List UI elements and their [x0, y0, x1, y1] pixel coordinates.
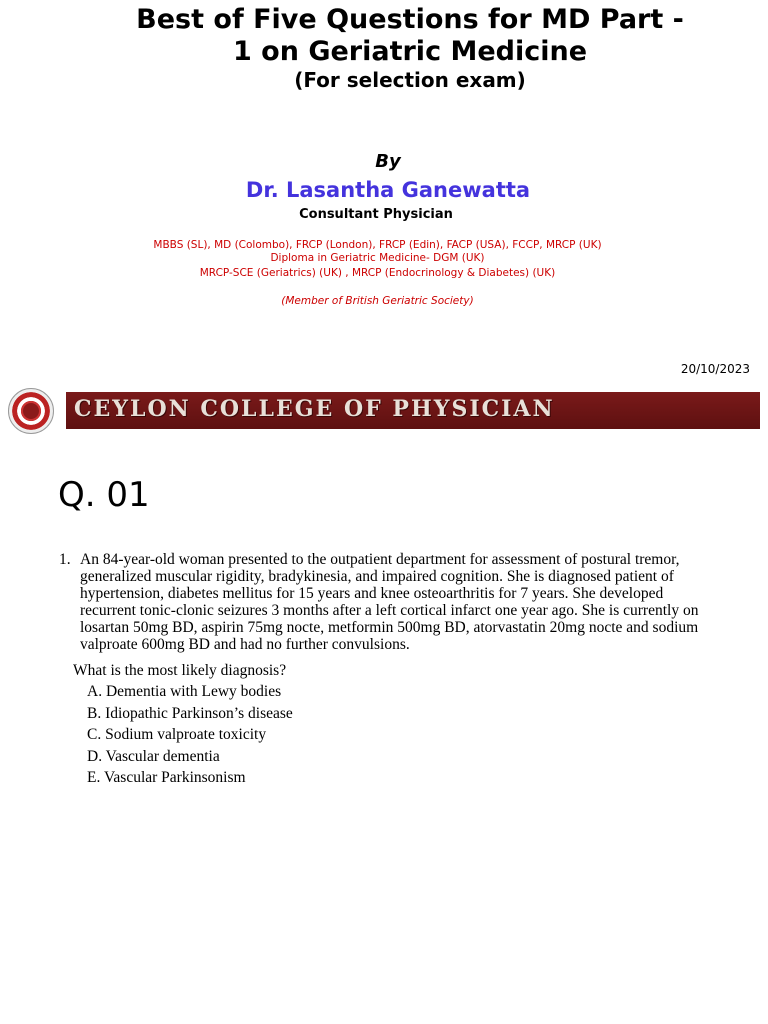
- membership-note: (Member of British Geriatric Society): [281, 295, 474, 307]
- question-number: 1.: [59, 551, 71, 568]
- question-heading: Q. 01: [58, 475, 150, 515]
- credentials-line-3: MRCP-SCE (Geriatrics) (UK) , MRCP (Endocrinology & Diabetes) (UK): [199, 267, 556, 279]
- title-line-1: Best of Five Questions for MD Part -: [136, 4, 684, 35]
- title-line-2: 1 on Geriatric Medicine: [232, 36, 588, 67]
- credentials-line-1: MBBS (SL), MD (Colombo), FRCP (London), FRCP (Edin), FACP (USA), FCCP, MRCP (UK): [153, 239, 602, 251]
- option-d: D. Vascular dementia: [87, 748, 220, 765]
- by-label: By: [375, 151, 401, 172]
- question-stem: An 84-year-old woman presented to the outpatient department for assessment of postural tremor, generalized muscular rigidity, bradykinesia, and impaired cognition. She is diagnosed patient of hypertension, diabetes mellitus for 15 years and knee osteoarthritis for 7 years. She developed recurrent tonic-clonic seizures 3 months after a left cortical infarct one year ago. She is currently on losartan 50mg BD, aspirin 75mg nocte, metformin 500mg BD, atorvastatin 20mg nocte and sodium valproate 600mg BD and had no further convulsions.: [80, 551, 699, 653]
- document-date: 20/10/2023: [680, 362, 750, 376]
- college-banner: [66, 392, 760, 429]
- option-e: E. Vascular Parkinsonism: [87, 769, 246, 786]
- document-title: [110, 4, 710, 68]
- logo-emblem-icon: [23, 403, 39, 419]
- document-subtitle: (For selection exam): [294, 68, 526, 92]
- option-c: C. Sodium valproate toxicity: [87, 726, 267, 743]
- author-name: Dr. Lasantha Ganewatta: [245, 178, 531, 202]
- option-a: A. Dementia with Lewy bodies: [87, 683, 282, 700]
- college-logo-icon: [8, 388, 54, 434]
- question-prompt: What is the most likely diagnosis?: [73, 662, 287, 679]
- credentials-line-2: Diploma in Geriatric Medicine- DGM (UK): [270, 252, 485, 264]
- author-role: Consultant Physician: [299, 207, 453, 222]
- banner-text: CEYLON COLLEGE OF PHYSICIAN: [74, 396, 555, 422]
- option-b: B. Idiopathic Parkinson’s disease: [87, 705, 293, 722]
